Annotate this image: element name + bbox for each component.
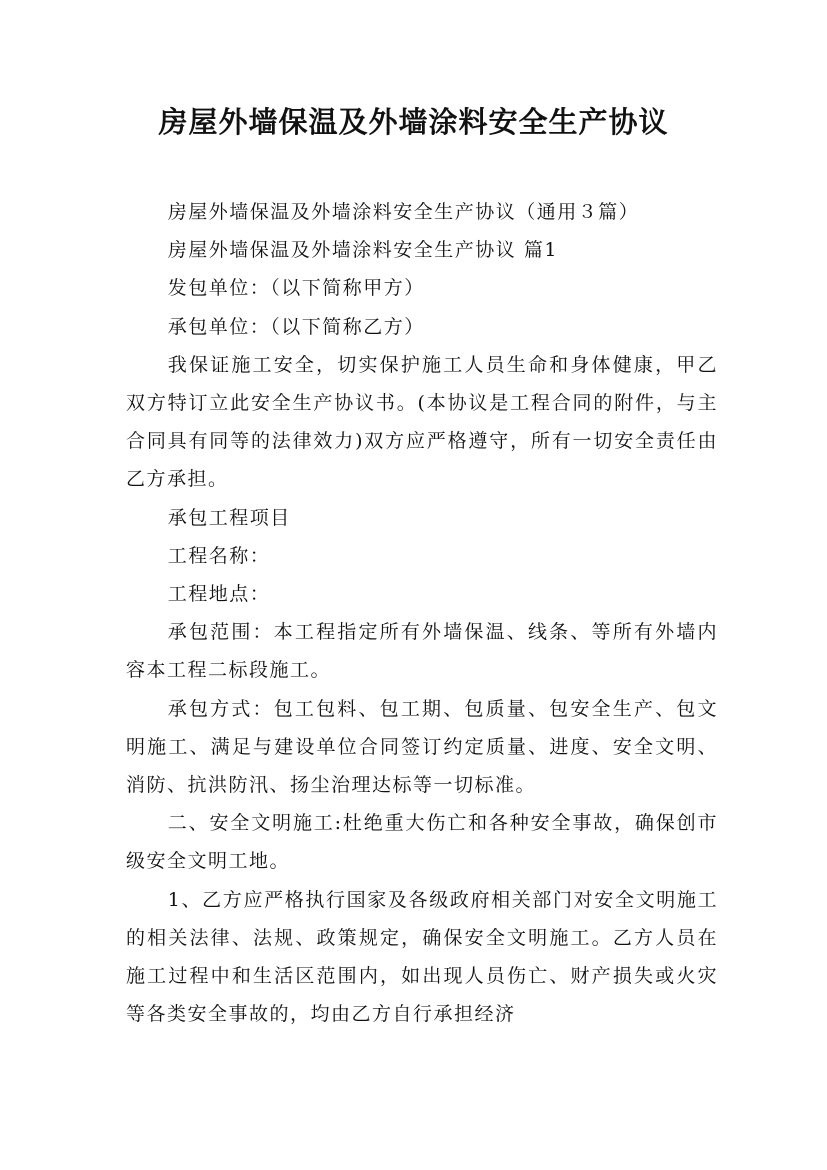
- document-title: 房屋外墙保温及外墙涂料安全生产协议: [158, 105, 669, 139]
- section-heading: 房屋外墙保温及外墙涂料安全生产协议 篇1: [167, 239, 558, 262]
- contractor-line: 承包单位：（以下简称乙方）: [167, 315, 425, 338]
- document-body: [126, 193, 718, 1033]
- clause-1-paragraph: 1、乙方应严格执行国家及各级政府相关部门对安全文明施工的相关法律、法规、政策规定，确保安全文明施工。乙方人员在施工过程中和生活区范围内，如出现人员伤亡、财产损失或火灾等各类安全事故的，均由乙方自行承担经济: [126, 888, 718, 1026]
- scope-paragraph: 承包范围：本工程指定所有外墙保温、线条、等所有外墙内容本工程二标段施工。: [126, 621, 718, 682]
- safety-heading-paragraph: 二、安全文明施工:杜绝重大伤亡和各种安全事故，确保创市级安全文明工地。: [126, 812, 718, 873]
- project-name-line: 工程名称：: [167, 544, 271, 567]
- subtitle-line: 房屋外墙保温及外墙涂料安全生产协议（通用３篇）: [167, 201, 640, 223]
- project-location-line: 工程地点：: [167, 583, 271, 606]
- project-heading: 承包工程项目: [167, 506, 291, 529]
- employer-line: 发包单位：（以下简称甲方）: [167, 277, 425, 300]
- method-paragraph: 承包方式：包工包料、包工期、包质量、包安全生产、包文明施工、满足与建设单位合同签订约定质量、进度、安全文明、消防、抗洪防汛、扬尘治理达标等一切标准。: [126, 697, 718, 797]
- intro-paragraph: 我保证施工安全，切实保护施工人员生命和身体健康，甲乙双方特订立此安全生产协议书。(本协议是工程合同的附件，与主合同具有同等的法律效力)双方应严格遵守，所有一切安全责任由乙方承担。: [126, 353, 718, 491]
